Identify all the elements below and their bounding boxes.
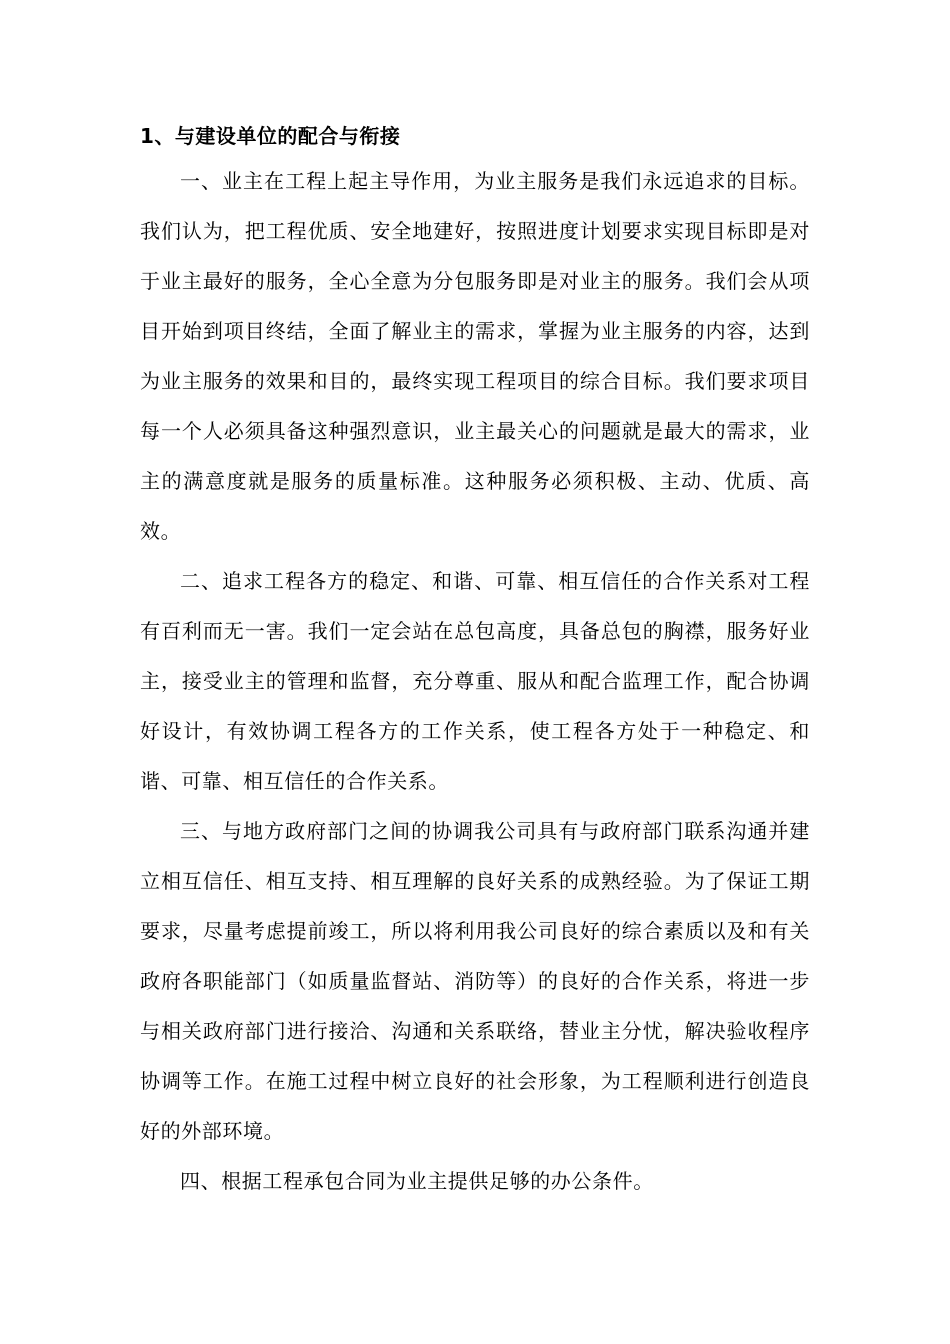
section-heading: 1、与建设单位的配合与衔接: [140, 124, 401, 148]
document-body: [140, 116, 810, 1206]
paragraph-4: 四、根据工程承包合同为业主提供足够的办公条件。: [180, 1169, 654, 1193]
paragraph-3: 三、与地方政府部门之间的协调我公司具有与政府部门联系沟通并建立相互信任、相互支持、相互理解的良好关系的成熟经验。为了保证工期要求，尽量考虑提前竣工，所以将利用我公司良好的综合素质以及和有关政府各职能部门（如质量监督站、消防等）的良好的合作关系，将进一步与相关政府部门进行接洽、沟通和关系联络，替业主分忧，解决验收程序协调等工作。在施工过程中树立良好的社会形象，为工程顺利进行创造良好的外部环境。: [140, 819, 810, 1143]
paragraph-1: 一、业主在工程上起主导作用，为业主服务是我们永远追求的目标。我们认为，把工程优质、安全地建好，按照进度计划要求实现目标即是对于业主最好的服务，全心全意为分包服务即是对业主的服务。我们会从项目开始到项目终结，全面了解业主的需求，掌握为业主服务的内容，达到为业主服务的效果和目的，最终实现工程项目的综合目标。我们要求项目每一个人必须具备这种强烈意识，业主最关心的问题就是最大的需求，业主的满意度就是服务的质量标准。这种服务必须积极、主动、优质、高效。: [140, 169, 810, 543]
paragraph-2: 二、追求工程各方的稳定、和谐、可靠、相互信任的合作关系对工程有百利而无一害。我们一定会站在总包高度，具备总包的胸襟，服务好业主，接受业主的管理和监督，充分尊重、服从和配合监理工作，配合协调好设计，有效协调工程各方的工作关系，使工程各方处于一种稳定、和谐、可靠、相互信任的合作关系。: [140, 569, 810, 793]
